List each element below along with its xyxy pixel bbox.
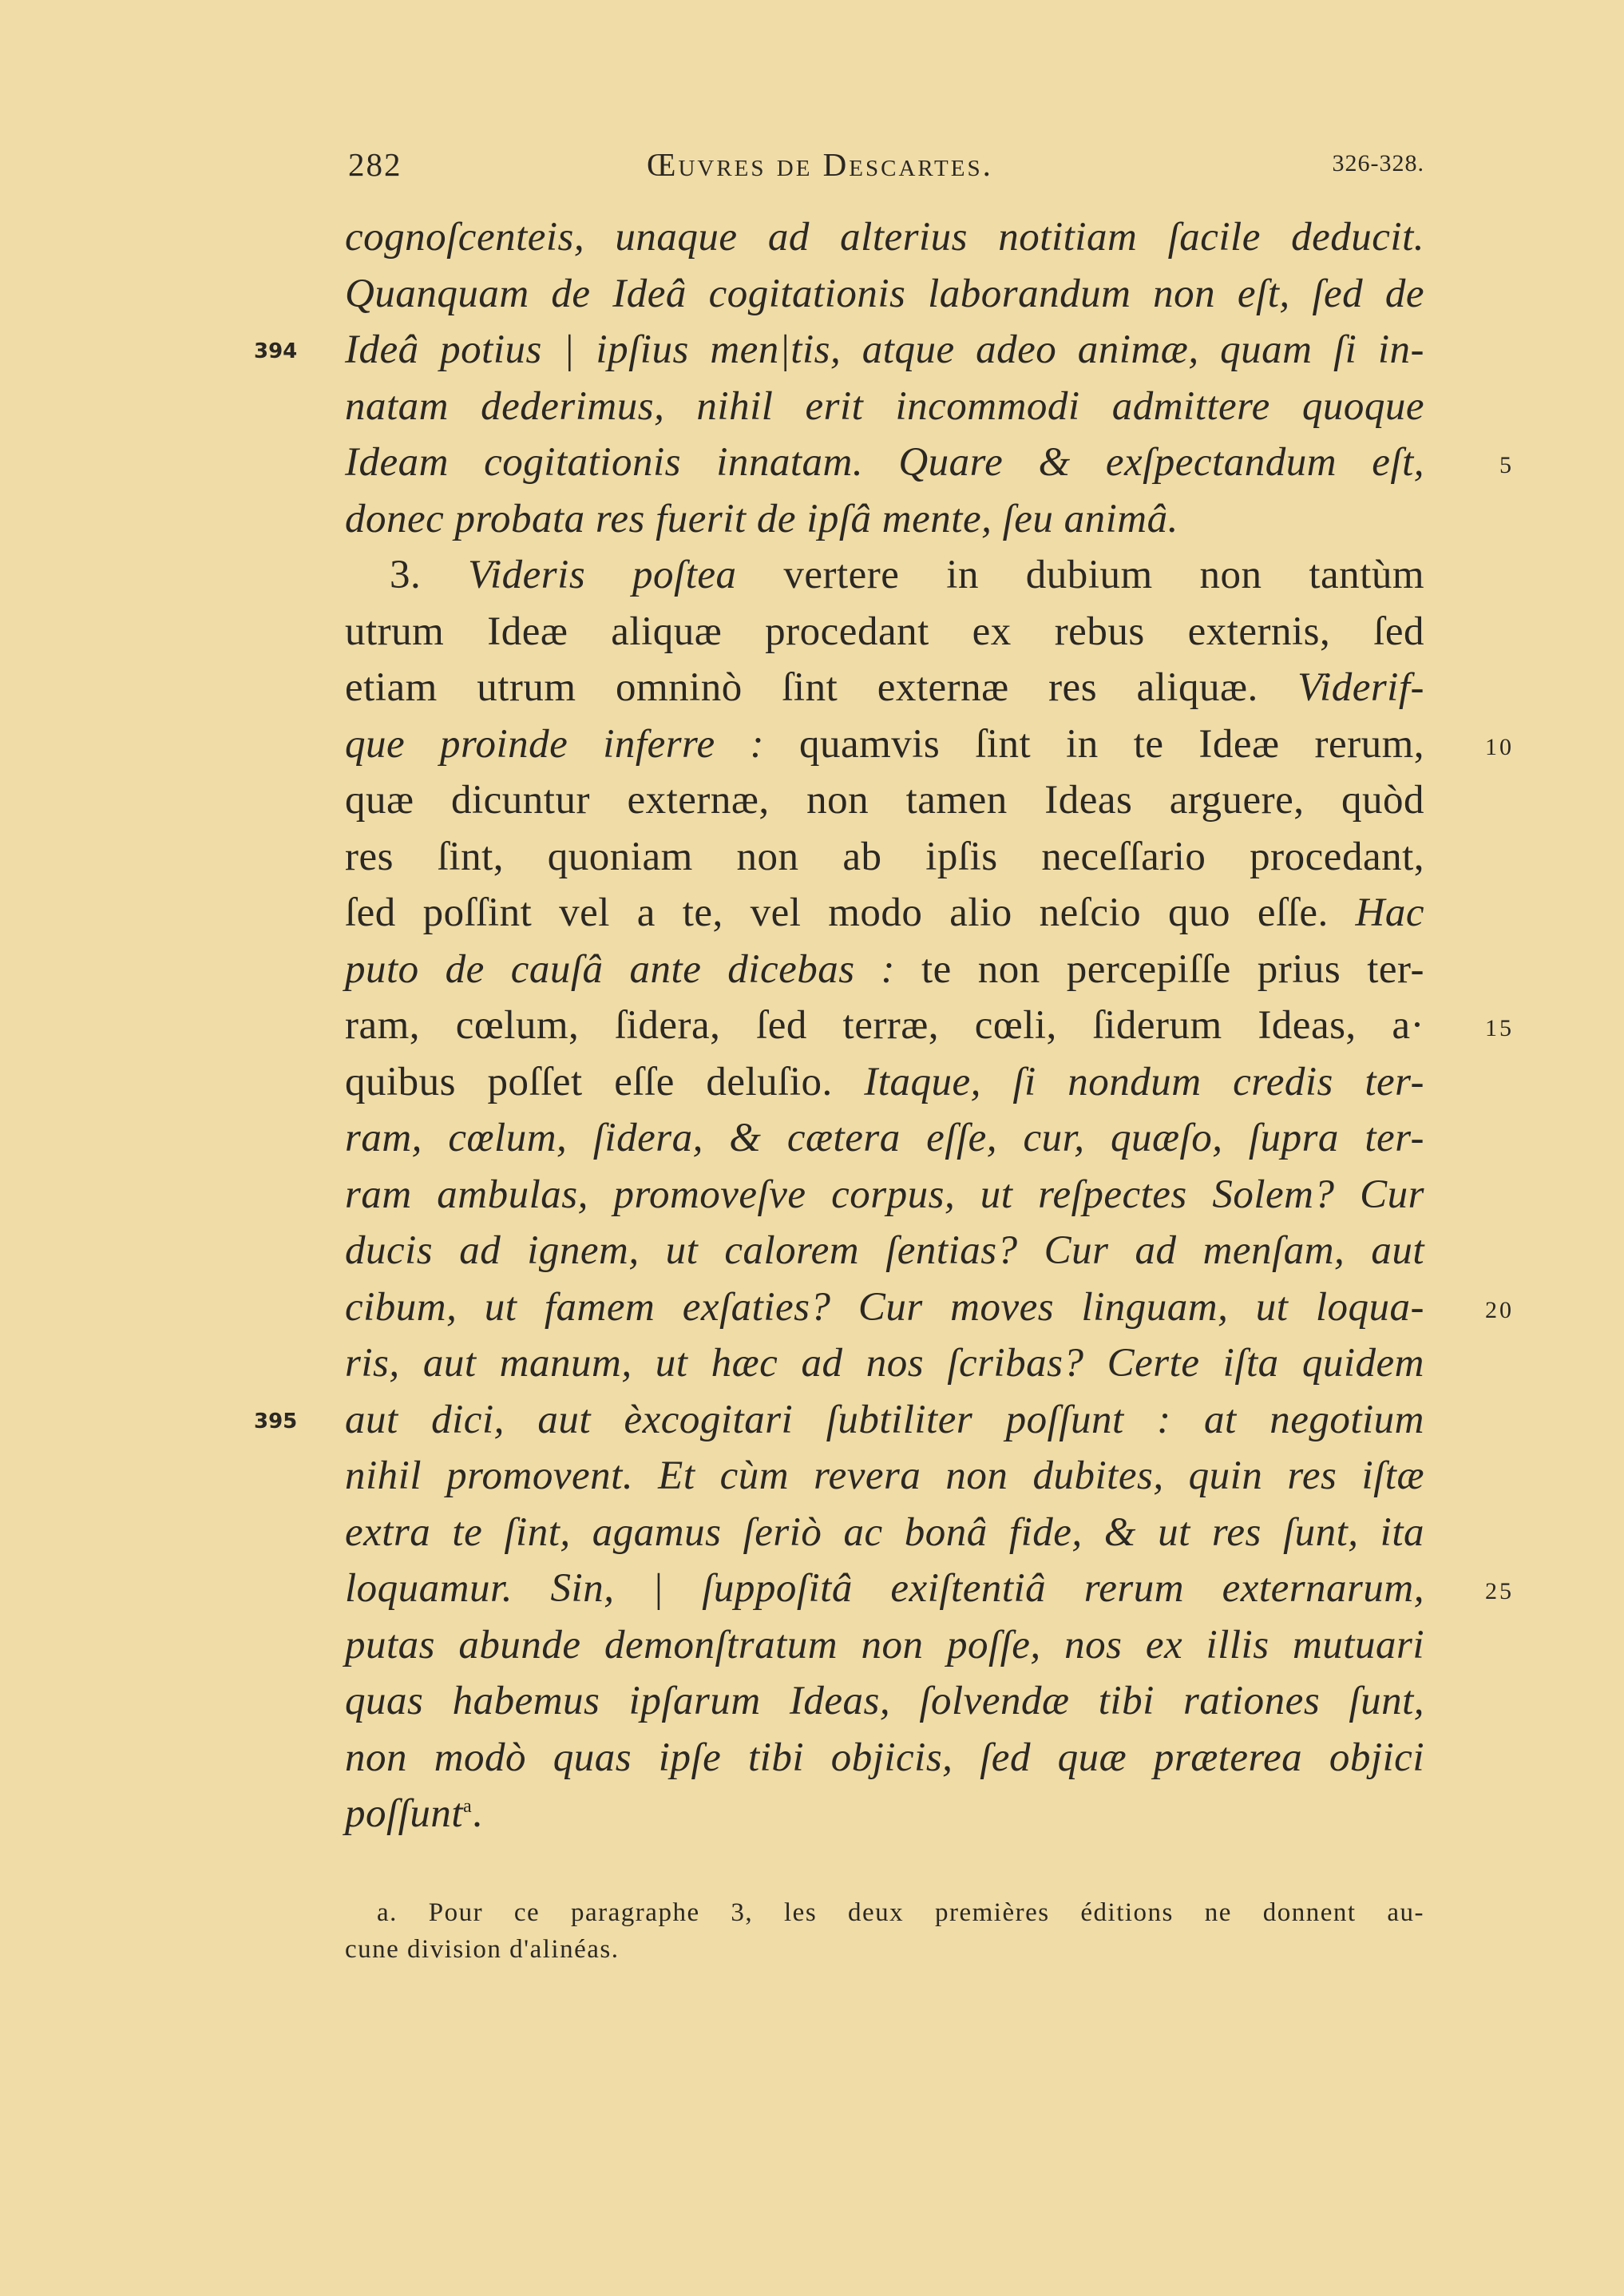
- text-line: [345, 772, 1424, 829]
- text-segment: te non percepiſſe prius ter-: [895, 946, 1424, 992]
- text-segment: ram, cœlum, ſidera, ſed terræ, cœli, ſiderum Ideas, a·: [345, 1003, 1424, 1048]
- line-number: 5: [1499, 452, 1514, 478]
- running-head: [345, 145, 1424, 190]
- text-segment: Ideâ potius | ipſius men|tis, atque adeo animæ, quam ſi in-: [345, 327, 1424, 372]
- text-line: [254, 322, 1424, 379]
- book-title: Œuvres de Descartes.: [647, 146, 993, 183]
- text-line: [345, 1054, 1424, 1111]
- text-line: [345, 1560, 1514, 1617]
- text-segment: extra te ſint, agamus ſeriò ac bonâ fide, & ut res ſunt, ita: [345, 1509, 1424, 1555]
- text-segment: putas abunde demonſtratum non poſſe, nos ex illis mutuari: [345, 1622, 1424, 1667]
- text-line: [345, 1167, 1424, 1223]
- text-segment: que proinde inferre :: [345, 721, 765, 767]
- text-segment: cibum, ut famem exſaties? Cur moves linguam, ut loqua-: [345, 1284, 1424, 1330]
- text-line: [345, 829, 1424, 886]
- text-segment: ram ambulas, promoveſve corpus, ut reſpectes Solem? Cur: [345, 1172, 1424, 1217]
- text-line: [345, 660, 1424, 716]
- text-segment: Ideam cogitationis innatam. Quare & exſpectandum eſt,: [345, 440, 1424, 485]
- page-range: 326-328.: [1332, 150, 1424, 176]
- text-line: [345, 604, 1424, 660]
- text-segment: 3.: [390, 553, 469, 597]
- margin-page-reference: 394: [254, 339, 298, 363]
- text-line: [345, 1505, 1424, 1561]
- text-segment: ducis ad ignem, ut calorem ſentias? Cur ad menſam, aut: [345, 1228, 1424, 1273]
- line-number: 25: [1485, 1578, 1514, 1604]
- text-line: [345, 434, 1514, 491]
- line-number: 15: [1485, 1015, 1514, 1041]
- text-segment: quæ dicuntur externæ, non tamen Ideas arguere, quòd: [345, 778, 1424, 823]
- text-segment: quas habemus ipſarum Ideas, ſolvendæ tibi rationes ſunt,: [345, 1679, 1424, 1723]
- text-segment: puto de cauſâ ante dicebas :: [345, 946, 896, 992]
- text-segment: res ſint, quoniam non ab ipſis neceſſario procedant,: [345, 834, 1424, 879]
- text-line: [345, 1279, 1514, 1336]
- text-line: [345, 1448, 1424, 1505]
- page-number: 282: [348, 146, 402, 183]
- text-segment: Videris poſtea: [468, 553, 737, 597]
- margin-page-reference: 395: [254, 1409, 298, 1434]
- text-segment: vertere in dubium non tantùm: [736, 553, 1425, 597]
- text-segment: non modò quas ipſe tibi objicis, ſed quæ præterea objici: [345, 1735, 1424, 1780]
- text-line: [345, 997, 1514, 1054]
- footnote: [345, 1894, 1424, 1968]
- text-segment: aut dici, aut èxcogitari ſubtiliter poſſunt : at negotium: [345, 1397, 1424, 1442]
- text-segment: Hac: [1355, 890, 1424, 935]
- text-segment: donec probata res fuerit de ipſâ mente, ſeu animâ.: [345, 496, 1178, 541]
- text-line: [345, 942, 1424, 998]
- text-line: [345, 1786, 1424, 1842]
- line-number: 10: [1485, 733, 1514, 760]
- text-segment: loquamur. Sin, | ſuppoſitâ exiſtentiâ rerum externarum,: [345, 1566, 1424, 1611]
- text-segment: quamvis ſint in te Ideæ rerum,: [764, 721, 1425, 767]
- text-segment: natam dederimus, nihil erit incommodi admittere quoque: [345, 383, 1424, 429]
- text-segment: Itaque, ſi nondum credis ter-: [864, 1059, 1424, 1104]
- text-line: [254, 1392, 1424, 1449]
- text-segment: cognoſcenteis, unaque ad alterius notitiam ſacile deducit.: [345, 215, 1424, 260]
- text-line: [345, 1110, 1424, 1167]
- text-segment: ris, aut manum, ut hæc ad nos ſcribas? Certe iſta quidem: [345, 1341, 1424, 1386]
- footnote-line: cune division d'alinéas.: [345, 1935, 620, 1964]
- text-segment: ram, cœlum, ſidera, & cætera eſſe, cur, quæſo, ſupra ter-: [345, 1116, 1424, 1160]
- text-segment: Viderif-: [1297, 665, 1424, 710]
- text-segment: Quanquam de Ideâ cogitationis laborandum non eſt, ſed de: [345, 271, 1424, 316]
- text-line: [345, 885, 1424, 942]
- text-segment: nihil promovent. Et cùm revera non dubites, quin res iſtæ: [345, 1453, 1424, 1498]
- text-segment: ſed poſſint vel a te, vel modo alio neſcio quo eſſe.: [345, 890, 1356, 935]
- text-line: [345, 266, 1424, 323]
- text-line: [345, 716, 1514, 773]
- text-segment: .: [472, 1791, 483, 1836]
- footnote-line: a. Pour ce paragraphe 3, les deux premières éditions ne donnent au-: [377, 1898, 1424, 1927]
- text-segment: poſſunt: [345, 1791, 464, 1836]
- text-line: [345, 547, 1424, 604]
- body-text: [254, 209, 1514, 1842]
- text-line: [345, 1617, 1424, 1674]
- text-segment: utrum Ideæ aliquæ procedant ex rebus externis, ſed: [345, 609, 1424, 654]
- text-segment: quibus poſſet eſſe deluſio.: [345, 1059, 865, 1104]
- text-line: [345, 1223, 1424, 1279]
- text-line: [345, 1730, 1424, 1786]
- text-line: [345, 1673, 1424, 1730]
- text-line: [345, 1335, 1424, 1392]
- text-line: [345, 491, 1424, 548]
- text-line: [345, 209, 1424, 266]
- footnote-marker: a: [463, 1796, 473, 1817]
- line-number: 20: [1485, 1296, 1514, 1323]
- text-segment: etiam utrum omninò ſint externæ res aliquæ.: [345, 665, 1298, 710]
- text-line: [345, 379, 1424, 435]
